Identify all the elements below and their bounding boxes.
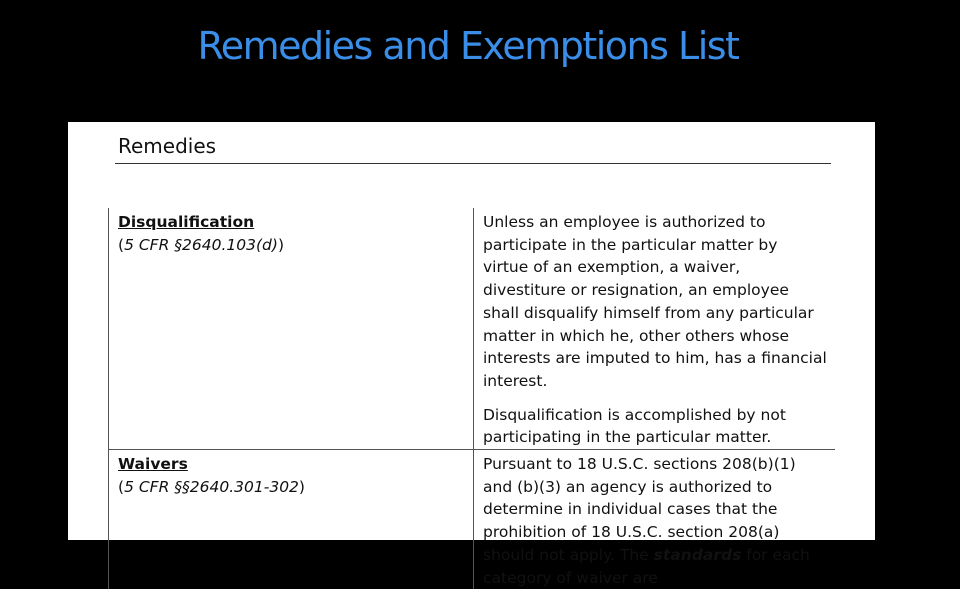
remedy-citation: 5 CFR §2640.103(d) bbox=[124, 235, 278, 254]
remedy-citation-line bbox=[118, 234, 465, 257]
remedies-table bbox=[108, 208, 835, 589]
section-heading: Remedies bbox=[118, 134, 217, 158]
description-emphasis: standards bbox=[653, 545, 742, 564]
citation-close: ) bbox=[277, 235, 284, 254]
description-paragraph: Disqualification is accomplished by not participating in the particular matter. bbox=[483, 405, 786, 447]
remedy-cell bbox=[109, 450, 474, 589]
remedy-name: Waivers bbox=[118, 455, 188, 474]
slide-title: Remedies and Exemptions List bbox=[197, 24, 739, 68]
description-paragraph bbox=[483, 453, 827, 589]
citation-close: ) bbox=[298, 477, 305, 496]
citation-open: ( bbox=[118, 477, 125, 496]
document-page bbox=[68, 122, 875, 587]
remedy-name: Disqualification bbox=[118, 213, 255, 231]
description-text: Pursuant to 18 U.S.C. sections 208(b)(1) and (b)(3) an agency is authorized to determine in individual cases that the prohibition of 18 U.S.C. section 208(a) should not apply. The bbox=[483, 455, 796, 564]
citation-open: ( bbox=[118, 235, 125, 254]
table-row bbox=[109, 450, 836, 589]
remedy-citation: 5 CFR §§2640.301-302 bbox=[124, 477, 299, 496]
description-paragraph: Unless an employee is authorized to participate in the particular matter by virtue of an exemption, a waiver, divestiture or resignation, an employee shall disqualify himself from any particular matter in which he, other others whose interests are imputed to him, has a financial interest. bbox=[483, 213, 827, 390]
description-tail: for each category of waiver are bbox=[483, 545, 810, 587]
remedy-cell bbox=[109, 208, 474, 450]
remedy-citation-line bbox=[118, 476, 465, 499]
description-cell bbox=[474, 208, 836, 450]
description-cell bbox=[474, 450, 836, 589]
heading-divider bbox=[115, 163, 831, 164]
table-row bbox=[109, 208, 836, 450]
